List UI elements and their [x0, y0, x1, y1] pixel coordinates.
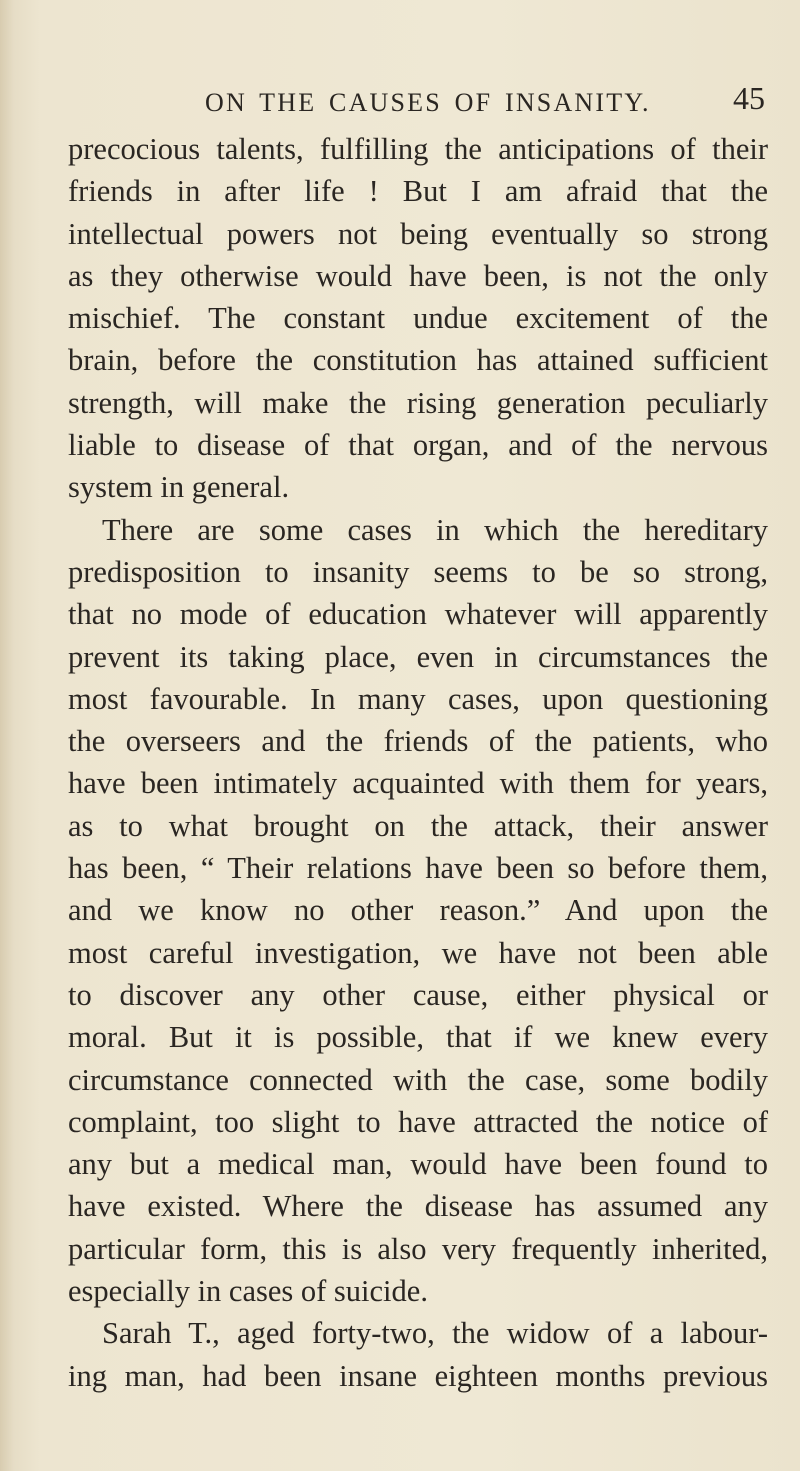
- text-line: most careful investigation, we have not been able: [68, 935, 768, 970]
- text-line: liable to disease of that organ, and of the nervous: [68, 428, 768, 463]
- text-line: brain, before the constitution has attained sufficient: [68, 343, 768, 378]
- text-line: strength, will make the rising generation peculiarly: [68, 385, 768, 420]
- text-line: has been, “ Their relations have been so before them,: [68, 851, 768, 886]
- text-line: as to what brought on the attack, their answer: [68, 808, 768, 843]
- page-number: 45: [733, 80, 765, 116]
- text-line: and we know no other reason.” And upon the: [68, 893, 768, 928]
- text-line: the overseers and the friends of the patients, who: [68, 724, 768, 759]
- page-header: [205, 80, 765, 120]
- running-head: ON THE CAUSES OF INSANITY.: [205, 88, 651, 117]
- text-line: any but a medical man, would have been found to: [68, 1147, 768, 1182]
- text-line: mischief. The constant undue excitement of the: [68, 301, 768, 336]
- text-line: There are some cases in which the hereditary: [102, 512, 768, 547]
- body-text: [68, 128, 768, 1397]
- text-line: to discover any other cause, either physical or: [68, 977, 768, 1012]
- text-line: complaint, too slight to have attracted the notice of: [68, 1104, 768, 1139]
- text-line: intellectual powers not being eventually so strong: [68, 216, 768, 251]
- text-line: especially in cases of suicide.: [68, 1274, 428, 1309]
- text-line: predisposition to insanity seems to be so strong,: [68, 554, 768, 589]
- text-line: precocious talents, fulfilling the anticipations of their: [68, 132, 768, 166]
- text-line: particular form, this is also very frequently inherited,: [68, 1231, 768, 1266]
- text-line: that no mode of education whatever will apparently: [68, 597, 768, 632]
- text-line: moral. But it is possible, that if we knew every: [68, 1020, 768, 1055]
- text-line: most favourable. In many cases, upon questioning: [68, 681, 768, 716]
- text-line: Sarah T., aged forty-two, the widow of a labour-: [102, 1316, 768, 1351]
- text-line: friends in after life ! But I am afraid that the: [68, 174, 768, 209]
- text-line: prevent its taking place, even in circumstances the: [68, 639, 768, 674]
- text-line: ing man, had been insane eighteen months previous: [68, 1358, 768, 1393]
- text-line: as they otherwise would have been, is not the only: [68, 258, 768, 293]
- text-line: system in general.: [68, 470, 290, 505]
- text-line: have been intimately acquainted with them for years,: [68, 766, 768, 801]
- text-line: circumstance connected with the case, some bodily: [68, 1062, 768, 1097]
- text-line: have existed. Where the disease has assumed any: [68, 1189, 768, 1224]
